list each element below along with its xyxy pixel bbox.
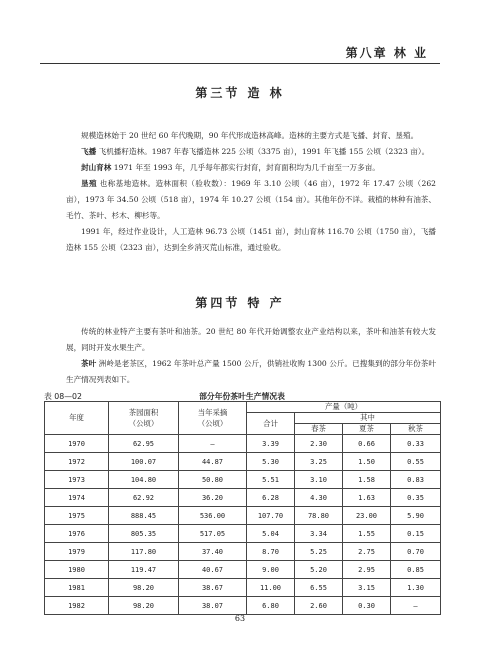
table-cell: 0.35 <box>391 489 441 507</box>
section4-paragraph <box>66 356 436 388</box>
table-cell: 0.15 <box>391 525 441 543</box>
table-cell: 3.39 <box>247 435 295 453</box>
paragraph-term: 封山育林 <box>81 163 112 172</box>
table-cell: 1975 <box>45 507 109 525</box>
table-cell: 3.25 <box>295 453 343 471</box>
table-cell: 0.83 <box>391 471 441 489</box>
header-summer: 夏茶 <box>343 424 391 435</box>
table-cell: 1981 <box>45 579 109 597</box>
table-cell: 5.30 <box>247 453 295 471</box>
header-area: 茶园面积 （公顷） <box>109 402 179 435</box>
paragraph-term: 茶叶 <box>81 359 97 368</box>
table-cell: 44.87 <box>179 453 247 471</box>
table-cell: 9.00 <box>247 561 295 579</box>
table-cell: 0.85 <box>391 561 441 579</box>
table-cell: 1.55 <box>343 525 391 543</box>
section3-paragraph <box>66 160 436 176</box>
section-title-3: 第三节 造 林 <box>195 86 285 100</box>
paragraph-term: 飞播 <box>81 147 97 156</box>
table-cell: 38.67 <box>179 579 247 597</box>
section-4-body <box>66 324 436 388</box>
chapter-header: 第八章 林 业 <box>345 46 428 60</box>
table-cell: 37.40 <box>179 543 247 561</box>
table-cell: 1973 <box>45 471 109 489</box>
table-cell: 0.33 <box>391 435 441 453</box>
table-cell: 2.30 <box>295 435 343 453</box>
page-number: 63 <box>234 614 246 623</box>
table-cell: 98.20 <box>109 579 179 597</box>
table-cell: 50.80 <box>179 471 247 489</box>
section3-paragraph <box>66 176 436 224</box>
table-cell: 98.20 <box>109 597 179 615</box>
table-cell: 1980 <box>45 561 109 579</box>
table-cell: 0.66 <box>343 435 391 453</box>
header-autumn: 秋茶 <box>391 424 441 435</box>
paragraph-text: 飞机播籽造林。1987 年春飞播造林 225 公顷（3375 亩），1991 年飞播 155 公顷（2323 亩）。 <box>96 147 430 156</box>
table-body <box>45 435 441 615</box>
section3-paragraph <box>66 128 436 144</box>
table-cell: 2.75 <box>343 543 391 561</box>
table-cell: 4.30 <box>295 489 343 507</box>
header-year: 年度 <box>45 402 109 435</box>
table-row <box>45 525 441 543</box>
table-cell: 5.25 <box>295 543 343 561</box>
table-title: 部分年份茶叶生产情况表 <box>199 392 285 401</box>
table-cell: 888.45 <box>109 507 179 525</box>
table-row <box>45 435 441 453</box>
table-number: 表 08—02 <box>44 392 82 401</box>
table-cell: 78.80 <box>295 507 343 525</box>
section-title-4: 第四节 特 产 <box>195 296 285 310</box>
table-cell: 1970 <box>45 435 109 453</box>
header-output: 产量（吨） <box>247 402 441 413</box>
table-cell: 107.70 <box>247 507 295 525</box>
table-cell: 119.47 <box>109 561 179 579</box>
table-cell: 1.50 <box>343 453 391 471</box>
table-cell: 0.30 <box>343 597 391 615</box>
table-cell: 1.58 <box>343 471 391 489</box>
table-cell: 1976 <box>45 525 109 543</box>
table-cell: 1982 <box>45 597 109 615</box>
section3-paragraph <box>66 224 436 256</box>
table-cell: 5.20 <box>295 561 343 579</box>
table-cell: 100.07 <box>109 453 179 471</box>
header-of-which: 其中 <box>295 413 441 424</box>
paragraph-term: 垦殖 <box>81 179 97 188</box>
table-cell: 3.10 <box>295 471 343 489</box>
header-spring: 春茶 <box>295 424 343 435</box>
table-cell: 3.34 <box>295 525 343 543</box>
table-cell: 3.15 <box>343 579 391 597</box>
table-row <box>45 507 441 525</box>
table-row <box>45 543 441 561</box>
table-row <box>45 471 441 489</box>
table-cell: 2.60 <box>295 597 343 615</box>
section3-paragraph <box>66 144 436 160</box>
paragraph-text: 1991 年，经过作业设计，人工造林 96.73 公顷（1451 亩），封山育林 116.70 公顷（1750 亩），飞播造林 155 公顷（2323 亩），达到全乡消灭荒山标准，通过验收。 <box>66 227 436 252</box>
paragraph-text: 1971 年至 1993 年，几乎每年都实行封育，封育面积均为几千亩至一万多亩。 <box>111 163 380 172</box>
table-cell: 0.55 <box>391 453 441 471</box>
table-cell: 1974 <box>45 489 109 507</box>
table-cell: 5.04 <box>247 525 295 543</box>
table-cell: 1.63 <box>343 489 391 507</box>
table-cell: 536.00 <box>179 507 247 525</box>
table-cell: 5.90 <box>391 507 441 525</box>
table-cell: 805.35 <box>109 525 179 543</box>
header-rule <box>40 63 440 64</box>
table-cell: 2.95 <box>343 561 391 579</box>
table-row <box>45 489 441 507</box>
table-cell: 6.55 <box>295 579 343 597</box>
table-cell: — <box>391 597 441 615</box>
table-cell: 517.05 <box>179 525 247 543</box>
paragraph-text: 也称基地造林。造林面积（验收数）：1969 年 3.10 公顷（46 亩），1972 年 17.47 公顷（262 亩），1973 年 34.50 公顷（518 亩），1974 年 10.27 公顷（154 亩）。其他年份不详。栽植的林种有油茶、毛竹、茶叶、杉木、柳杉等。 <box>66 179 437 220</box>
table-cell: 6.80 <box>247 597 295 615</box>
table-cell: 1972 <box>45 453 109 471</box>
table-cell: 104.80 <box>109 471 179 489</box>
table-cell: 5.51 <box>247 471 295 489</box>
table-cell: 38.07 <box>179 597 247 615</box>
paragraph-text: 传统的林业特产主要有茶叶和油茶。20 世纪 80 年代开始调整农业产业结构以来，茶叶和油茶有较大发展，同时开发水果生产。 <box>66 327 436 352</box>
paragraph-text: 规模造林始于 20 世纪 60 年代晚期，90 年代形成造林高峰。造林的主要方式是飞播、封育、垦殖。 <box>81 131 419 140</box>
table-cell: 62.95 <box>109 435 179 453</box>
header-picking: 当年采摘 （公顷） <box>179 402 247 435</box>
paragraph-text: 洲岭是老茶区，1962 年茶叶总产量 1500 公斤，供销社收购 1300 公斤。已搜集到的部分年份茶叶生产情况列表如下。 <box>66 359 436 384</box>
table-cell: 6.28 <box>247 489 295 507</box>
table-row <box>45 561 441 579</box>
table-cell: 62.92 <box>109 489 179 507</box>
section4-paragraph <box>66 324 436 356</box>
table-cell: 11.00 <box>247 579 295 597</box>
table-cell: 1979 <box>45 543 109 561</box>
tea-production-table <box>44 401 441 615</box>
table-row <box>45 597 441 615</box>
table-cell: 1.30 <box>391 579 441 597</box>
table-cell: 40.67 <box>179 561 247 579</box>
section-3-body <box>66 128 436 256</box>
table-cell: — <box>179 435 247 453</box>
table-row <box>45 453 441 471</box>
table-cell: 8.70 <box>247 543 295 561</box>
table-cell: 117.80 <box>109 543 179 561</box>
table-cell: 23.00 <box>343 507 391 525</box>
header-total: 合计 <box>247 413 295 435</box>
table-cell: 36.20 <box>179 489 247 507</box>
table-cell: 0.70 <box>391 543 441 561</box>
table-row <box>45 579 441 597</box>
